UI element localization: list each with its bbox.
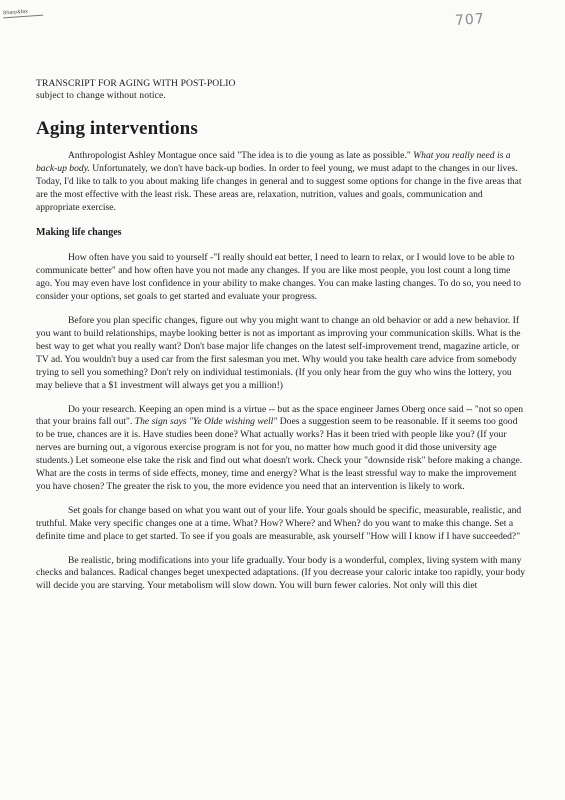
- research-italic-sign: The sign says "Ye Olde wishing well": [134, 416, 278, 428]
- section-heading-making-life-changes: Making life changes: [36, 226, 122, 238]
- scan-header-mark: [3, 9, 43, 19]
- paragraph-before-you-plan: Before you plan specific changes, figure out why you might want to change an old behavior or add a new behavior. If you want to build relationships, maybe looking better is not as important as improving your communication skills. What is the best way to get what you really want? Don't base major life changes on the latest self-improvement trend, magazine article, or TV ad. You wouldn't buy a used car from the first salesman you met. Why would you take health care advice from somebody trying to sell you something? Don't rely on individual testimonials. (If you only hear from the guy who wins the lottery, you may believe that a $1 investment will always get you a million!): [36, 315, 521, 391]
- scan-mark-text: Sharp&fax: [2, 8, 29, 17]
- document-body: [36, 150, 526, 604]
- paragraph-do-your-research: [36, 404, 526, 494]
- paragraph-how-often: How often have you said to yourself -"I really should eat better, I need to learn to relax, or I would love to be able to communicate better" and how often have you not made any changes. If you are like most people, you lost count a long time ago. You may even have lost confidence in your ability to make changes. You can make lasting changes. To do so, you need to consider your options, set goals to get started and evaluate your progress.: [36, 252, 521, 303]
- header-subtitle: subject to change without notice.: [36, 90, 166, 101]
- handwritten-page-number: 707: [454, 10, 486, 30]
- header-title: TRANSCRIPT FOR AGING WITH POST-POLIO: [36, 78, 236, 89]
- intro-text-1: Anthropologist Ashley Montague once said "The idea is to die young as late as possible.": [68, 150, 414, 161]
- intro-italic-quote: What you really need is a back-up body.: [36, 150, 511, 174]
- document-header: [36, 78, 236, 102]
- research-text-2: Does a suggestion seem to be reasonable. If it seems too good to be true, chances are it is. Have studies been done? What actually works? Has it been tried with people like you? (If your nerves are burning out, a vigorous exercise program is not for you, no matter how much good it did those university age students.) Let someone else take the risk and find out what doesn't work. Check your "downside risk" before making a change. What are the costs in terms of side effects, money, time and energy? What is the least stressful way to make the improvement you have chosen? The greater the risk to you, the more evidence you need that an intervention is likely to work.: [36, 416, 523, 492]
- paragraph-be-realistic: Be realistic, bring modifications into your life gradually. Your body is a wonderful, complex, living system with many checks and balances. Radical changes beget unexpected adaptations. (If you decrease your caloric intake too rapidly, your body will decide you are starving. Your metabolism will slow down. You will burn fewer calories. Not only will this diet: [36, 554, 525, 592]
- page-title: Aging interventions: [36, 118, 198, 139]
- intro-text-2: Unfortunately, we don't have back-up bodies. In order to feel young, we must adapt to the changes in our lives. Today, I'd like to talk to you about making life changes in general and to suggest some options for change in the five areas that are the most effective with the least risk. These areas are, relaxation, nutrition, values and goals, communication and appropriate exercise.: [36, 162, 522, 213]
- paragraph-set-goals: Set goals for change based on what you want out of your life. Your goals should be specific, measurable, realistic, and truthful. Make very specific changes one at a time. What? How? Where? and When? do you want to make this change. Set a definite time and place to get started. To see if you goals are measurable, ask yourself "How will I know if I have succeeded?": [36, 504, 522, 542]
- research-text-1: Do your research. Keeping an open mind is a virtue -- but as the space engineer James Oberg once said -- "not so open that your brains fall out".: [36, 403, 524, 428]
- intro-paragraph: [36, 150, 526, 215]
